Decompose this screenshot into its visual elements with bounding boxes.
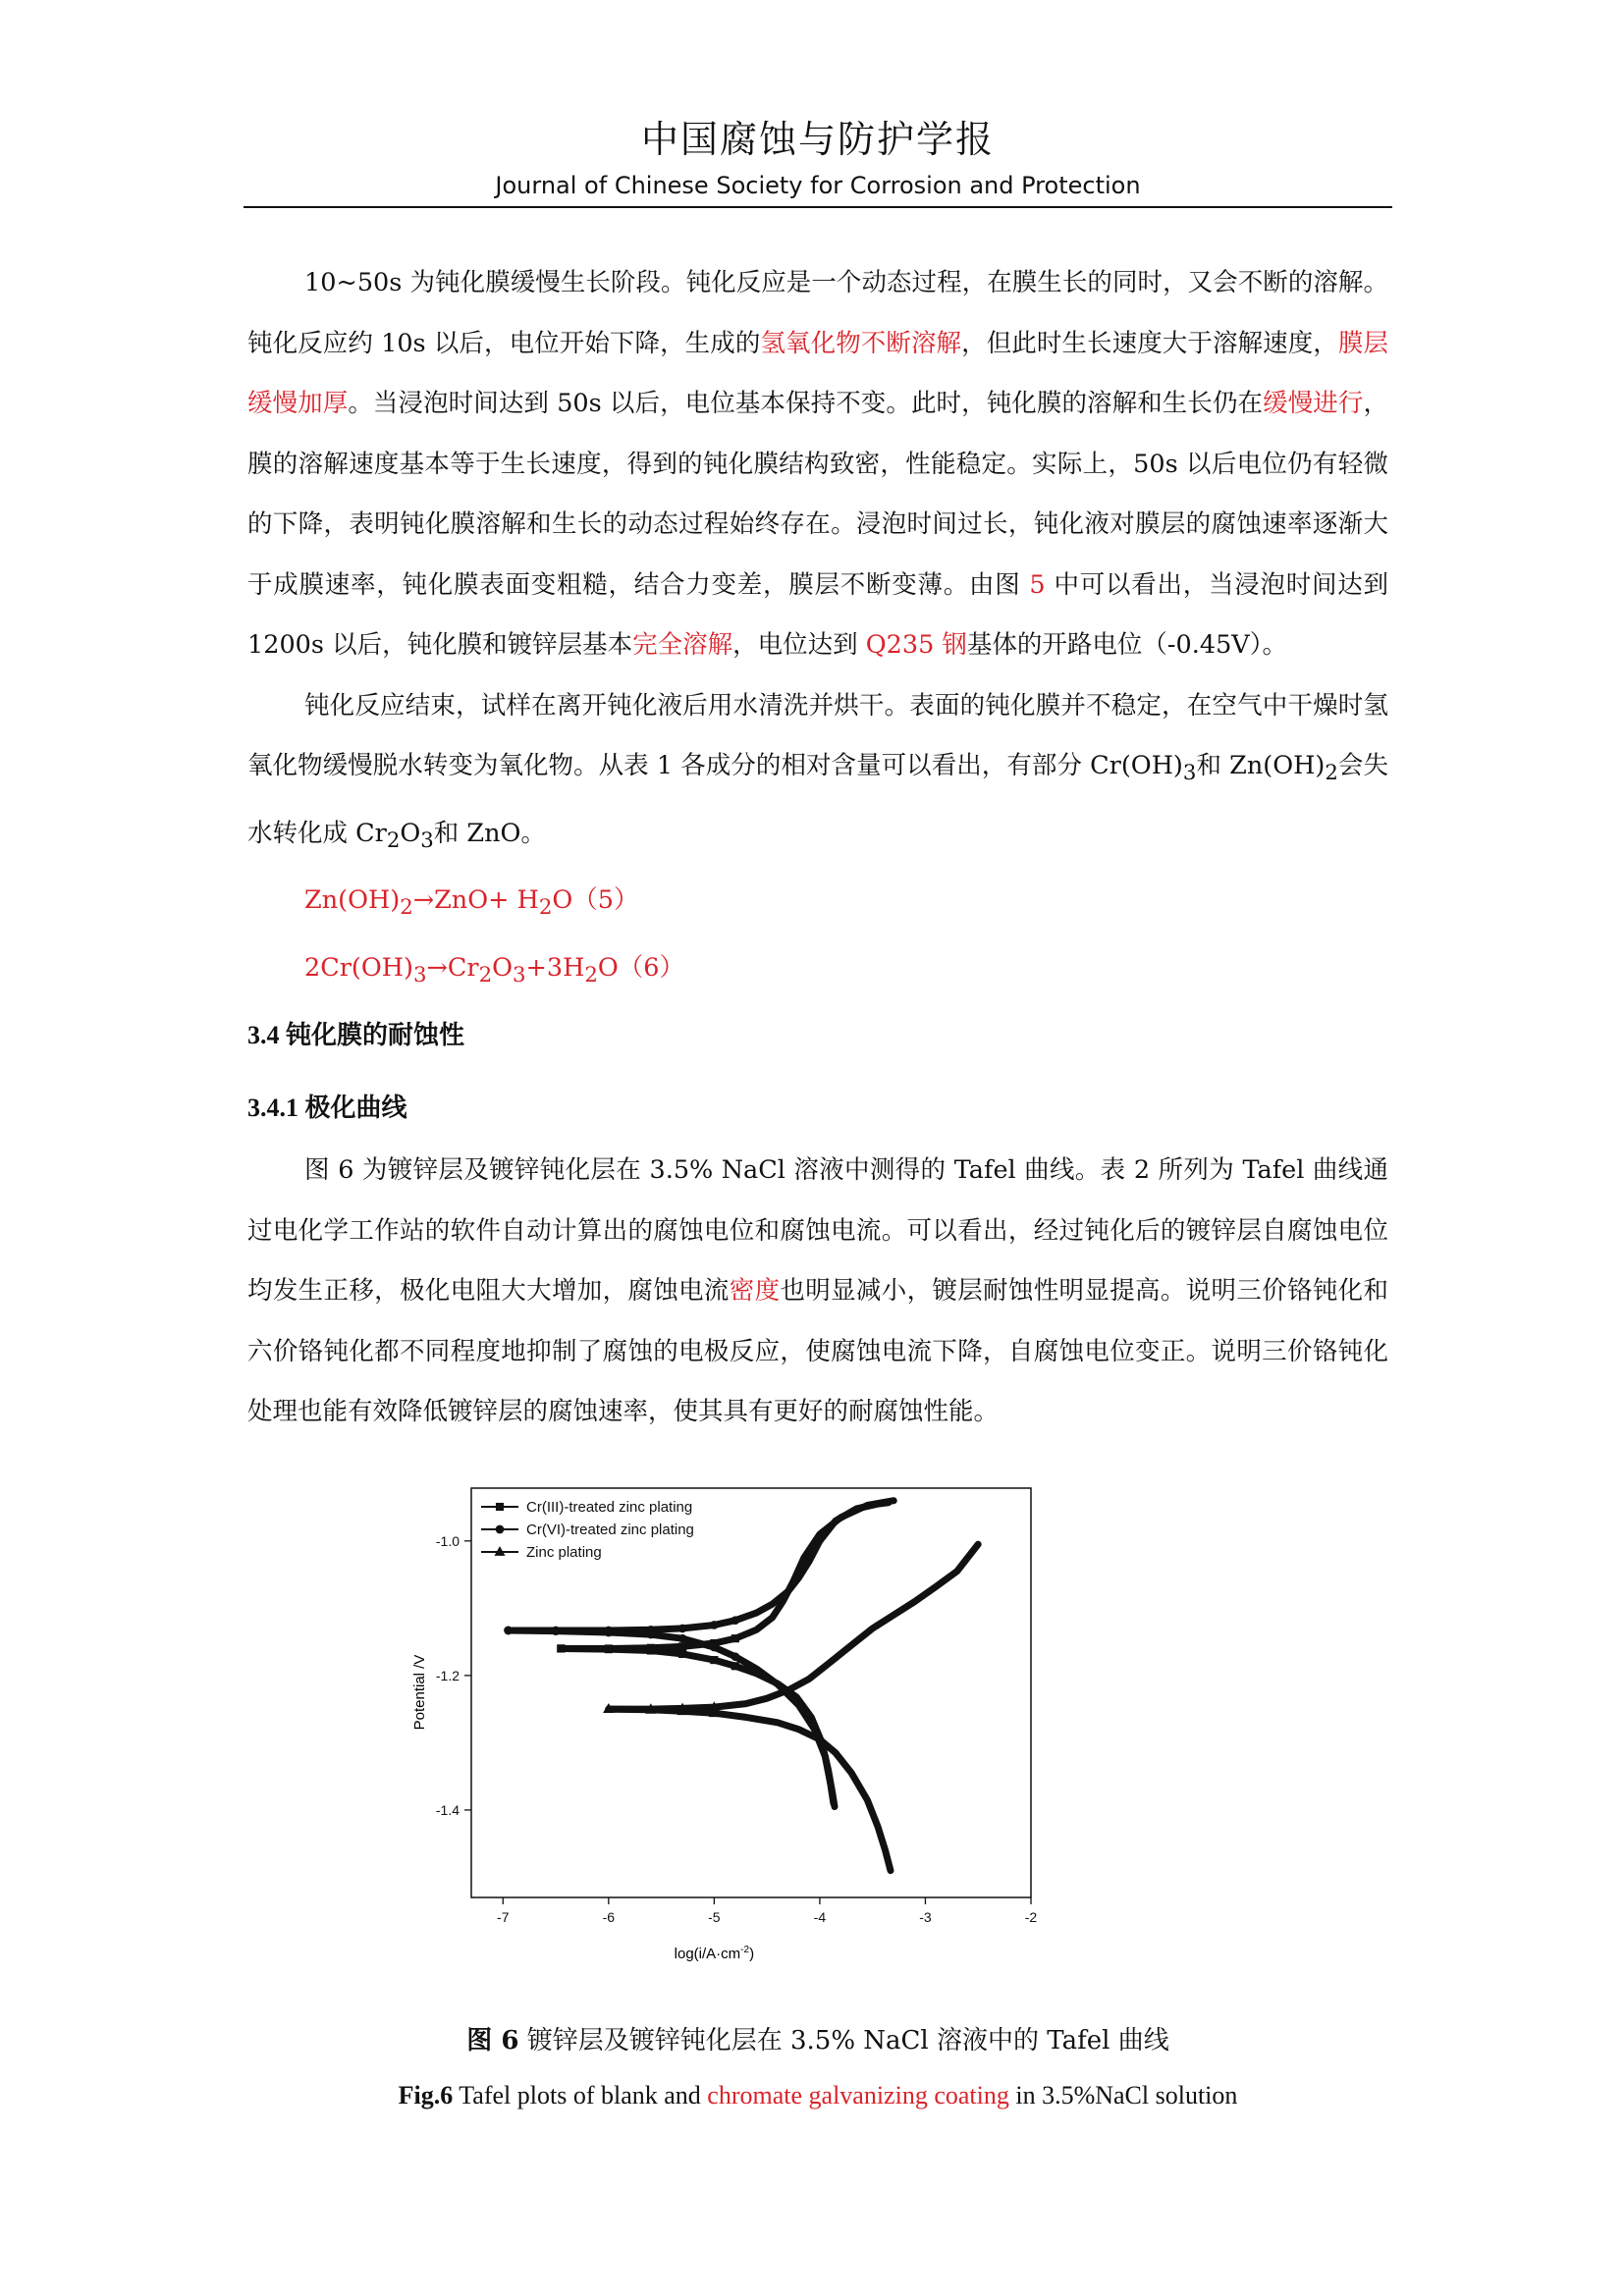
- x-tick-label: -7: [497, 1909, 510, 1925]
- text-run: 10~50s 为钝化膜缓慢生长阶段。钝化反应是一个动态过程，在膜生长的同时，又会不断的溶解。钝化反应约 10s 以后，电位开始下降，生成的: [247, 268, 1388, 358]
- data-point: [731, 1634, 739, 1642]
- text-run: O（5）: [552, 885, 639, 916]
- legend-label: Cr(III)-treated zinc plating: [526, 1499, 693, 1516]
- highlight-text: Q235 钢: [865, 630, 967, 660]
- legend-label: Cr(VI)-treated zinc plating: [526, 1522, 694, 1538]
- header-rule: [244, 206, 1392, 208]
- highlight-text: 缓慢进行: [1263, 389, 1364, 418]
- section-heading-3-4-1: 3.4.1 极化曲线: [247, 1094, 407, 1123]
- data-point: [731, 1652, 740, 1661]
- highlight-text: 膜层缓慢加厚: [247, 328, 1388, 418]
- caption-text: 镀锌层及镀锌钝化层在 3.5% NaCl 溶液中的 Tafel 曲线: [518, 2026, 1169, 2056]
- data-point: [710, 1643, 719, 1652]
- text-run: 基体的开路电位（-0.45V）。: [966, 630, 1287, 660]
- subscript: 3: [412, 962, 427, 988]
- data-point: [731, 1616, 740, 1625]
- data-point: [646, 1630, 655, 1639]
- text-run: 中可以看出，当浸泡时间达到 1200s 以后，钝化膜和镀锌层基本: [247, 569, 1388, 660]
- section-heading-3-4: 3.4 钝化膜的耐蚀性: [247, 1021, 465, 1050]
- text-run: O（6）: [597, 952, 685, 983]
- caption-highlight: chromate galvanizing coating: [707, 2081, 1009, 2109]
- highlight-text: 氢氧化物不断溶解: [760, 328, 962, 358]
- text-run: ，但此时生长速度大于溶解速度，: [961, 328, 1338, 358]
- text-run: 图 6 为镀锌层及镀锌钝化层在 3.5% NaCl 溶液中测得的 Tafel 曲线。表 2 所列为 Tafel 曲线通过电化学工作站的软件自动计算出的腐蚀电位和腐蚀电流。可以看出，经过钝化后的镀锌层自腐蚀电位均发生正移，极化电阻大大增加，腐蚀电流: [247, 1155, 1388, 1307]
- text-run: 会失水转化成 Cr: [247, 751, 1388, 848]
- text-run: →Cr: [426, 952, 479, 983]
- equation-6: [247, 938, 1388, 1006]
- subscript: 3: [513, 962, 526, 988]
- paragraph-tafel: [247, 1141, 1388, 1443]
- text-run: O: [492, 952, 514, 983]
- text-run: ，膜的溶解速度基本等于生长速度，得到的钝化膜结构致密，性能稳定。实际上，50s 以后电位仍有轻微的下降，表明钝化膜溶解和生长的动态过程始终存在。浸泡时间过长，钝化液对膜层的腐蚀速率逐渐大于成膜速率，钝化膜表面变粗糙，结合力变差，膜层不断变薄。由图: [247, 389, 1388, 600]
- article-body: [247, 253, 1388, 1443]
- data-point: [604, 1629, 613, 1637]
- data-point: [678, 1634, 687, 1643]
- figure-caption-cn: [244, 2020, 1392, 2056]
- legend-marker: [496, 1525, 505, 1534]
- text-run: Zn(OH): [304, 885, 401, 916]
- data-point: [731, 1662, 739, 1670]
- text-run: ，电位达到: [732, 630, 866, 660]
- tafel-chart: [393, 1487, 1041, 1968]
- caption-text: in 3.5%NaCl solution: [1008, 2081, 1238, 2109]
- text-run: +3H: [525, 952, 585, 983]
- figure-caption-en: [244, 2081, 1392, 2110]
- data-point: [678, 1642, 686, 1650]
- text-run: O: [400, 818, 421, 848]
- text-run: 。当浸泡时间达到 50s 以后，电位基本保持不变。此时，钝化膜的溶解和生长仍在: [348, 389, 1264, 418]
- text-run: →ZnO+ H: [412, 885, 539, 916]
- subscript: 2: [386, 828, 401, 853]
- data-point: [605, 1645, 613, 1653]
- x-tick-label: -2: [1024, 1909, 1038, 1925]
- legend-label: Zinc plating: [526, 1544, 602, 1561]
- subscript: 2: [478, 962, 493, 988]
- paragraph-dehydration: [247, 676, 1388, 872]
- highlight-text: 完全溶解: [632, 630, 733, 660]
- subscript: 2: [1325, 761, 1338, 786]
- subscript: 2: [584, 962, 598, 988]
- journal-title-cn: 中国腐蚀与防护学报: [640, 118, 995, 161]
- data-point: [678, 1650, 686, 1658]
- data-point: [557, 1644, 565, 1652]
- caption-label: 图 6: [466, 2026, 519, 2056]
- subscript: 2: [400, 895, 413, 921]
- x-tick-label: -5: [708, 1909, 721, 1925]
- journal-title-en: Journal of Chinese Society for Corrosion and Protection: [495, 172, 1141, 199]
- subscript: 2: [538, 895, 553, 921]
- figure-6-tafel-plot: [393, 1487, 1041, 1968]
- y-tick-label: -1.4: [435, 1801, 460, 1818]
- data-point: [710, 1656, 718, 1664]
- figure-reference: 5: [1029, 569, 1046, 600]
- text-run: 和 ZnO。: [433, 818, 546, 848]
- caption-label: Fig.6: [398, 2081, 454, 2109]
- y-tick-label: -1.0: [435, 1532, 460, 1549]
- text-run: 钝化反应结束，试样在离开钝化液后用水清洗并烘干。表面的钝化膜并不稳定，在空气中干燥时氢氧化物缓慢脱水转变为氧化物。从表 1 各成分的相对含量可以看出，有部分 Cr(OH): [247, 690, 1388, 780]
- x-tick-label: -4: [813, 1909, 827, 1925]
- legend-marker: [496, 1503, 504, 1511]
- journal-header: [244, 116, 1392, 202]
- text-run: 和 Zn(OH): [1196, 751, 1326, 780]
- x-tick-label: -6: [602, 1909, 616, 1925]
- subscript: 3: [420, 828, 434, 853]
- data-point: [678, 1625, 687, 1633]
- y-axis-label: Potential /V: [411, 1654, 428, 1731]
- data-point: [504, 1627, 513, 1635]
- paragraph-passivation-stage: [247, 253, 1388, 676]
- data-point: [710, 1621, 719, 1629]
- y-tick-label: -1.2: [435, 1667, 460, 1683]
- data-point: [552, 1627, 561, 1635]
- caption-text: Tafel plots of blank and: [453, 2081, 708, 2109]
- text-run: 2Cr(OH): [304, 952, 413, 983]
- x-axis-label: $\log(i/A\cdot cm^{-2})$: [674, 1945, 755, 1962]
- text-run: 也明显减小，镀层耐蚀性明显提高。说明三价铬钝化和六价铬钝化都不同程度地抑制了腐蚀的电极反应，使腐蚀电流下降，自腐蚀电位变正。说明三价铬钝化处理也能有效降低镀锌层的腐蚀速率，使其具有更好的耐腐蚀性能。: [247, 1276, 1388, 1427]
- x-tick-label: -3: [919, 1909, 932, 1925]
- highlight-text: 密度: [729, 1276, 781, 1307]
- data-point: [647, 1646, 655, 1654]
- subscript: 3: [1182, 761, 1197, 786]
- equation-5: [247, 871, 1388, 938]
